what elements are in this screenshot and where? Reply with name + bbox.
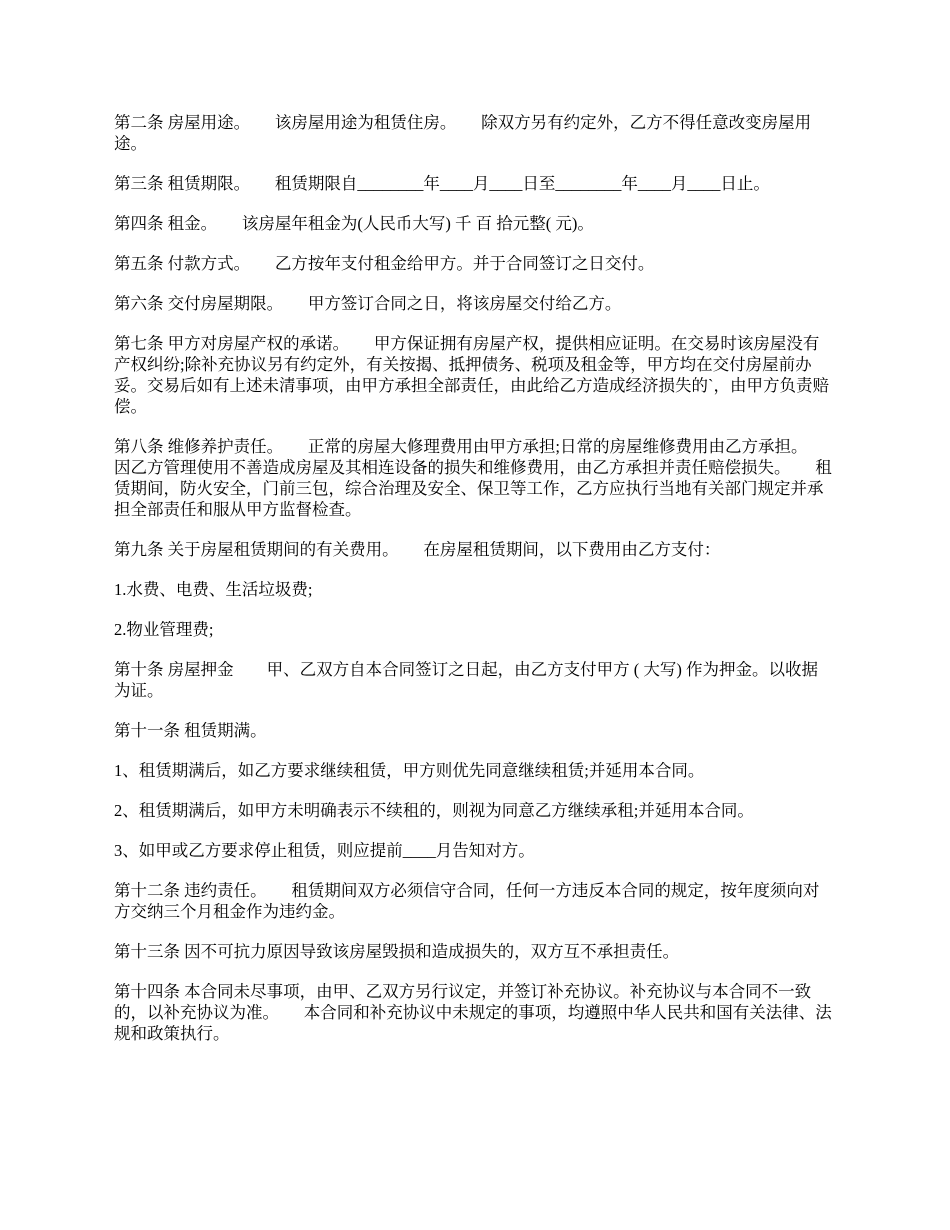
clause-12-breach: 第十二条 违约责任。 租赁期间双方必须信守合同，任何一方违反本合同的规定，按年度须向对方交纳三个月租金作为违约金。 bbox=[114, 881, 820, 921]
clause-7-ownership: 第七条 甲方对房屋产权的承诺。 甲方保证拥有房屋产权，提供相应证明。在交易时该房屋没有产权纠纷;除补充协议另有约定外，有关按揭、抵押债务、税项及租金等，甲方均在交付房屋前办妥。交易后如有上述未清事项，由甲方承担全部责任，由此给乙方造成经济损失的`，由甲方负责赔偿。 bbox=[114, 334, 829, 416]
clause-11-expiry: 第十一条 租赁期满。 bbox=[114, 721, 267, 740]
clause-13-force-majeure: 第十三条 因不可抗力原因导致该房屋毁损和造成损失的，双方互不承担责任。 bbox=[114, 942, 680, 961]
expiry-item-3: 3、如甲或乙方要求停止租赁，则应提前____月告知对方。 bbox=[114, 841, 535, 860]
fee-item-2: 2.物业管理费; bbox=[114, 620, 214, 639]
fee-item-1: 1.水费、电费、生活垃圾费; bbox=[114, 580, 313, 599]
clause-4-rent: 第四条 租金。 该房屋年租金为(人民币大写) 千 百 拾元整( 元)。 bbox=[114, 214, 594, 233]
clause-5-payment: 第五条 付款方式。 乙方按年支付租金给甲方。并于合同签订之日交付。 bbox=[114, 254, 655, 273]
expiry-item-2: 2、租赁期满后，如甲方未明确表示不续租的，则视为同意乙方继续承租;并延用本合同。 bbox=[114, 801, 754, 820]
clause-2-usage: 第二条 房屋用途。 该房屋用途为租赁住房。 除双方另有约定外，乙方不得任意改变房屋用途。 bbox=[114, 113, 812, 153]
clause-8-maintenance: 第八条 维修养护责任。 正常的房屋大修理费用由甲方承担;日常的房屋维修费用由乙方承担。 因乙方管理使用不善造成房屋及其相连设备的损失和维修费用，由乙方承担并责任赔偿损失。 租赁期间，防火安全，门前三包，综合治理及安全、保卫等工作，乙方应执行当地有关部门规定并承担全部责任和服从甲方监督检查。 bbox=[114, 437, 833, 519]
clause-14-supplementary: 第十四条 本合同未尽事项，由甲、乙双方另行议定，并签订补充协议。补充协议与本合同不一致的，以补充协议为准。 本合同和补充协议中未规定的事项，均遵照中华人民共和国有关法律、法规和政策执行。 bbox=[114, 982, 832, 1043]
clause-3-term: 第三条 租赁期限。 租赁期限自________年____月____日至________年____月____日止。 bbox=[114, 174, 770, 193]
contract-body bbox=[114, 112, 834, 1063]
clause-6-delivery: 第六条 交付房屋期限。 甲方签订合同之日，将该房屋交付给乙方。 bbox=[114, 294, 622, 313]
clause-9-fees: 第九条 关于房屋租赁期间的有关费用。 在房屋租赁期间，以下费用由乙方支付： bbox=[114, 540, 721, 559]
expiry-item-1: 1、租赁期满后，如乙方要求继续租赁，甲方则优先同意继续租赁;并延用本合同。 bbox=[114, 761, 705, 780]
clause-10-deposit: 第十条 房屋押金 甲、乙双方自本合同签订之日起，由乙方支付甲方 ( 大写) 作为押金。以收据为证。 bbox=[114, 660, 818, 700]
